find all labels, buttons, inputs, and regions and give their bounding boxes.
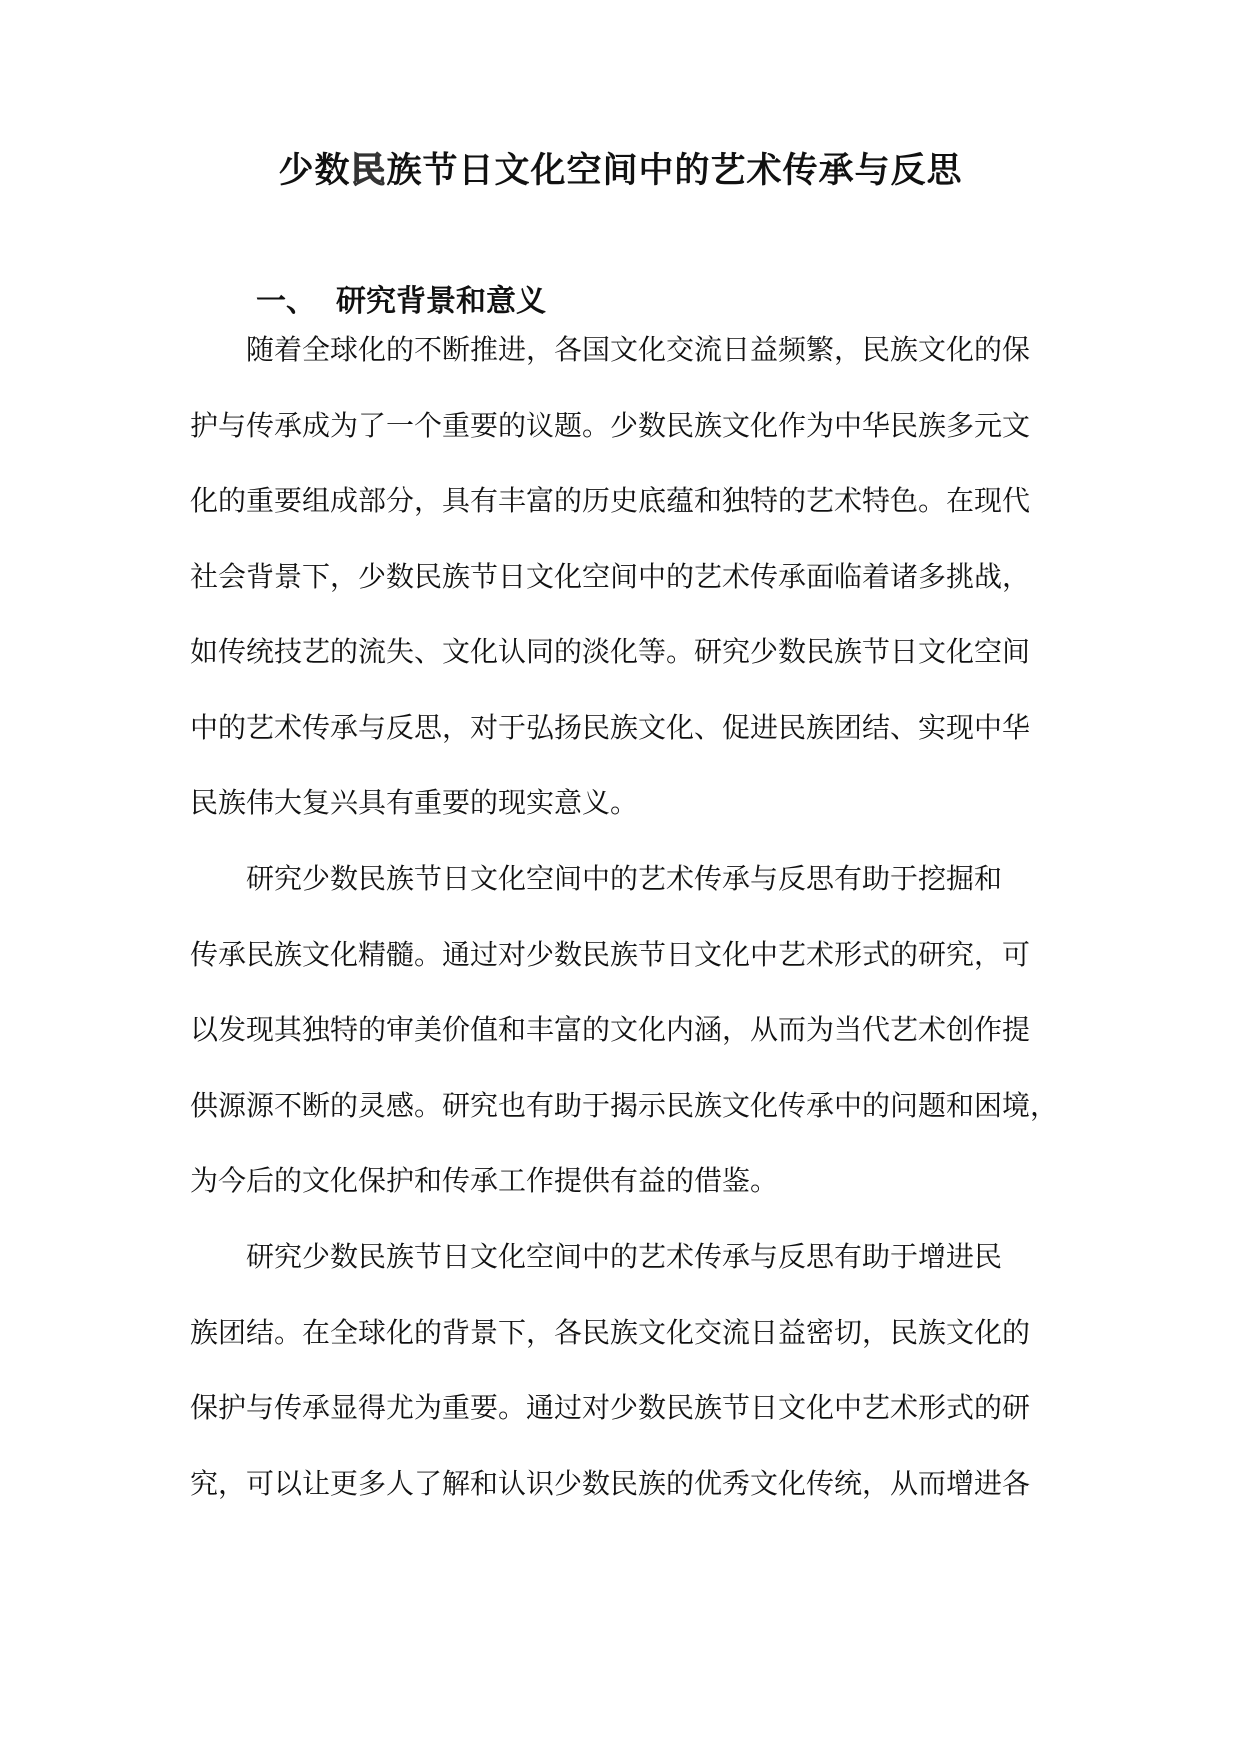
paragraph-line: 以发现其独特的审美价值和丰富的文化内涵，从而为当代艺术创作提 — [190, 1013, 1031, 1046]
paragraph-line: 化的重要组成部分，具有丰富的历史底蕴和独特的艺术特色。在现代 — [190, 484, 1031, 517]
paragraph-line: 护与传承成为了一个重要的议题。少数民族文化作为中华民族多元文 — [190, 408, 1031, 442]
section-number: 一、 — [256, 284, 316, 319]
paragraph-line: 随着全球化的不断推进，各国文化交流日益频繁，民族文化的保 — [246, 333, 1031, 366]
paragraph-line: 如传统技艺的流失、文化认同的淡化等。研究少数民族节日文化空间 — [190, 635, 1031, 668]
document-title — [0, 146, 1241, 196]
paragraph-line: 研究少数民族节日文化空间中的艺术传承与反思有助于增进民 — [246, 1240, 1003, 1273]
section-heading-text: 研究背景和意义 — [336, 284, 546, 319]
title-part-2: 族节日文化空间中的艺术传承与反思 — [386, 151, 963, 191]
title-outlined-char: 民 — [350, 151, 387, 191]
paragraph-line: 族团结。在全球化的背景下，各民族文化交流日益密切，民族文化的 — [190, 1315, 1031, 1349]
paragraph-3 — [190, 1219, 1070, 1521]
paragraph-line: 供源源不断的灵感。研究也有助于揭示民族文化传承中的问题和困境， — [190, 1088, 1059, 1122]
paragraph-line: 中的艺术传承与反思，对于弘扬民族文化、促进民族团结、实现中华 — [190, 710, 1031, 744]
paragraph-2 — [190, 841, 1070, 1219]
paragraph-line: 保护与传承显得尤为重要。通过对少数民族节日文化中艺术形式的研 — [190, 1391, 1031, 1424]
paragraph-line: 社会背景下，少数民族节日文化空间中的艺术传承面临着诸多挑战， — [190, 559, 1031, 593]
paragraph-line: 研究少数民族节日文化空间中的艺术传承与反思有助于挖掘和 — [246, 862, 1003, 895]
paragraph-line: 民族伟大复兴具有重要的现实意义。 — [190, 786, 639, 819]
paragraph-line: 传承民族文化精髓。通过对少数民族节日文化中艺术形式的研究，可 — [190, 937, 1031, 971]
paragraph-line: 究，可以让更多人了解和认识少数民族的优秀文化传统，从而增进各 — [190, 1466, 1031, 1500]
paragraph-line: 为今后的文化保护和传承工作提供有益的借鉴。 — [190, 1164, 779, 1197]
paragraph-1 — [190, 312, 1070, 841]
title-part-1: 少数 — [278, 151, 351, 191]
